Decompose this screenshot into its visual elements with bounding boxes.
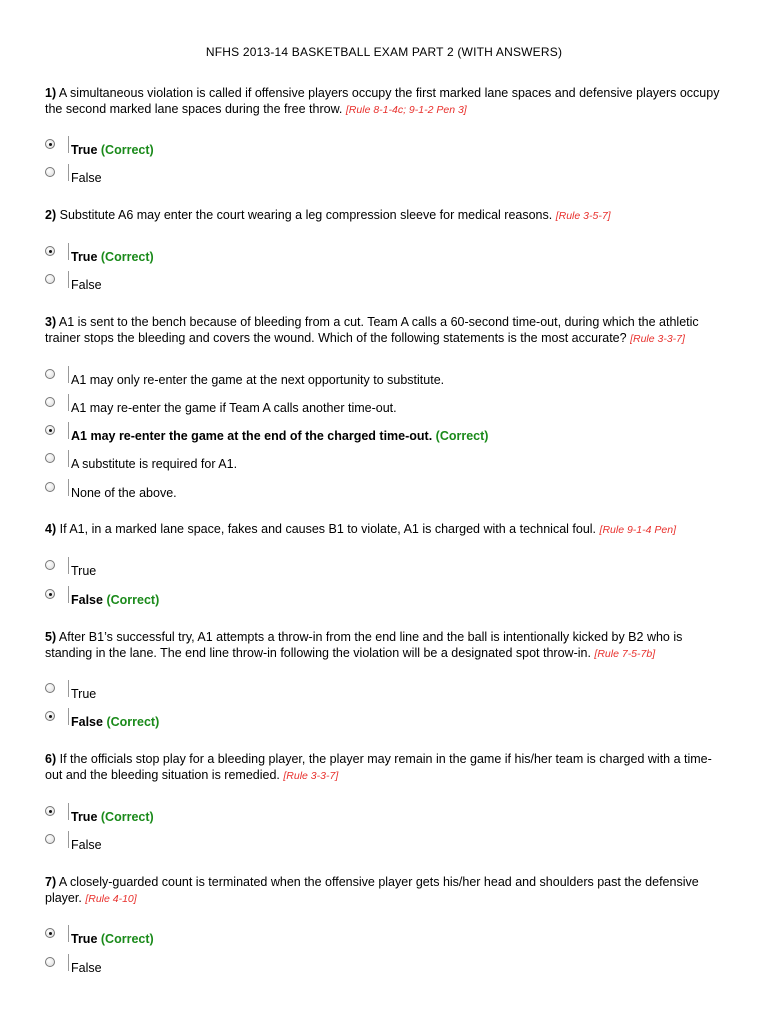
page-title: NFHS 2013-14 BASKETBALL EXAM PART 2 (WITH ANSWERS) — [205, 45, 563, 59]
option-q5-true[interactable] — [45, 683, 665, 711]
option-label: A substitute is required for A1. — [71, 457, 238, 471]
option-q3-c[interactable] — [45, 425, 665, 453]
radio-checked-icon[interactable] — [45, 139, 55, 149]
option-q3-b[interactable] — [45, 397, 665, 425]
question-2 — [45, 207, 725, 224]
question-4 — [45, 521, 725, 538]
question-6 — [45, 751, 725, 784]
divider — [68, 136, 69, 153]
divider — [68, 831, 69, 848]
option-q7-true[interactable] — [45, 928, 665, 956]
option-label: True — [71, 143, 98, 157]
correct-tag: (Correct) — [100, 143, 154, 157]
radio-icon[interactable] — [45, 834, 55, 844]
divider — [68, 479, 69, 496]
option-label: False — [71, 838, 102, 852]
option-label: True — [71, 932, 98, 946]
rule-reference: [Rule 3-5-7] — [555, 210, 611, 222]
divider — [68, 954, 69, 971]
radio-icon[interactable] — [45, 482, 55, 492]
option-label: None of the above. — [71, 486, 177, 500]
divider — [68, 422, 69, 439]
rule-reference: [Rule 8-1-4c; 9-1-2 Pen 3] — [345, 104, 467, 116]
option-q1-false[interactable] — [45, 167, 665, 195]
question-number: 4) — [45, 522, 57, 536]
question-number: 1) — [45, 86, 57, 100]
rule-reference: [Rule 4-10] — [85, 893, 137, 905]
correct-tag: (Correct) — [100, 932, 154, 946]
divider — [68, 708, 69, 725]
divider — [68, 366, 69, 383]
question-text: A closely-guarded count is terminated when the offensive player gets his/her head and shoulders past the defensive player. — [45, 875, 699, 905]
option-label: A1 may only re-enter the game at the next opportunity to substitute. — [71, 373, 445, 387]
option-q7-false[interactable] — [45, 957, 665, 985]
radio-checked-icon[interactable] — [45, 711, 55, 721]
option-q2-true[interactable] — [45, 246, 665, 274]
question-number: 3) — [45, 315, 57, 329]
radio-checked-icon[interactable] — [45, 425, 55, 435]
correct-tag: (Correct) — [435, 429, 489, 443]
question-7 — [45, 874, 725, 907]
radio-icon[interactable] — [45, 369, 55, 379]
question-text: A1 is sent to the bench because of bleeding from a cut. Team A calls a 60-second time-out, during which the athletic trainer stops the bleeding and covers the wound. Which of the following statements is the most accurate? — [45, 315, 699, 345]
correct-tag: (Correct) — [100, 810, 154, 824]
divider — [68, 925, 69, 942]
radio-checked-icon[interactable] — [45, 589, 55, 599]
option-q2-false[interactable] — [45, 274, 665, 302]
radio-icon[interactable] — [45, 274, 55, 284]
option-label: False — [71, 171, 102, 185]
option-q1-true[interactable] — [45, 139, 665, 167]
radio-icon[interactable] — [45, 683, 55, 693]
correct-tag: (Correct) — [100, 250, 154, 264]
option-label: False — [71, 961, 102, 975]
option-q4-false[interactable] — [45, 589, 665, 617]
option-q6-true[interactable] — [45, 806, 665, 834]
option-q3-a[interactable] — [45, 369, 665, 397]
question-number: 5) — [45, 630, 57, 644]
divider — [68, 803, 69, 820]
option-label: False — [71, 715, 103, 729]
divider — [68, 450, 69, 467]
option-label: A1 may re-enter the game at the end of the charged time-out. — [71, 429, 433, 443]
divider — [68, 243, 69, 260]
option-q4-true[interactable] — [45, 560, 665, 588]
option-label: False — [71, 278, 102, 292]
radio-icon[interactable] — [45, 957, 55, 967]
question-number: 7) — [45, 875, 57, 889]
question-text: After B1’s successful try, A1 attempts a throw-in from the end line and the ball is intentionally kicked by B2 who is standing in the lane. The end line throw-in following the violation will be a designated spot throw-in. — [45, 630, 683, 660]
divider — [68, 394, 69, 411]
question-1 — [45, 85, 725, 118]
radio-checked-icon[interactable] — [45, 928, 55, 938]
divider — [68, 586, 69, 603]
option-q3-d[interactable] — [45, 453, 665, 481]
divider — [68, 164, 69, 181]
option-label: True — [71, 250, 98, 264]
radio-icon[interactable] — [45, 453, 55, 463]
question-text: Substitute A6 may enter the court wearing a leg compression sleeve for medical reasons. — [59, 208, 553, 222]
correct-tag: (Correct) — [106, 593, 160, 607]
question-number: 2) — [45, 208, 57, 222]
option-label: True — [71, 564, 97, 578]
divider — [68, 271, 69, 288]
question-text: A simultaneous violation is called if offensive players occupy the first marked lane spaces and defensive players occupy the second marked lane spaces during the free throw. — [45, 86, 720, 116]
option-q3-e[interactable] — [45, 482, 665, 510]
radio-checked-icon[interactable] — [45, 246, 55, 256]
question-text: If A1, in a marked lane space, fakes and causes B1 to violate, A1 is charged with a technical foul. — [59, 522, 597, 536]
question-3 — [45, 314, 725, 347]
rule-reference: [Rule 3-3-7] — [283, 770, 339, 782]
option-label: True — [71, 810, 98, 824]
rule-reference: [Rule 3-3-7] — [630, 333, 685, 345]
option-label: A1 may re-enter the game if Team A calls another time-out. — [71, 401, 397, 415]
rule-reference: [Rule 7-5-7b] — [594, 648, 656, 660]
option-label: True — [71, 687, 97, 701]
divider — [68, 680, 69, 697]
radio-icon[interactable] — [45, 397, 55, 407]
option-q6-false[interactable] — [45, 834, 665, 862]
radio-checked-icon[interactable] — [45, 806, 55, 816]
radio-icon[interactable] — [45, 560, 55, 570]
option-q5-false[interactable] — [45, 711, 665, 739]
option-label: False — [71, 593, 103, 607]
rule-reference: [Rule 9-1-4 Pen] — [599, 524, 676, 536]
correct-tag: (Correct) — [106, 715, 160, 729]
question-text: If the officials stop play for a bleeding player, the player may remain in the game if his/her team is charged with a time-out and the bleeding situation is remedied. — [45, 752, 712, 782]
radio-icon[interactable] — [45, 167, 55, 177]
question-number: 6) — [45, 752, 57, 766]
divider — [68, 557, 69, 574]
question-5 — [45, 629, 725, 662]
